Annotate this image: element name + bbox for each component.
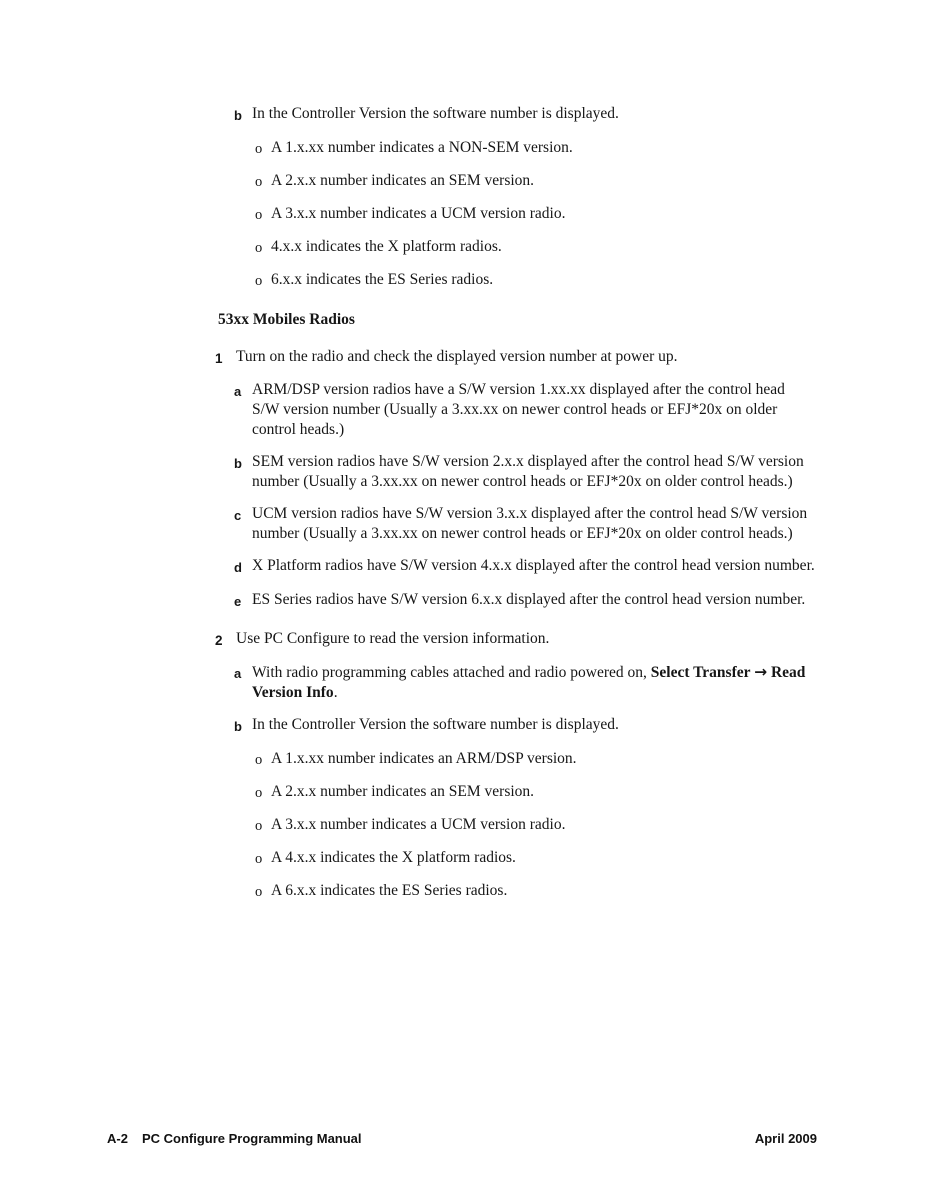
- list-item: [255, 270, 816, 291]
- step-text: Turn on the radio and check the displayed version number at power up.: [236, 348, 678, 365]
- list-item-text: In the Controller Version the software number is displayed.: [252, 105, 619, 122]
- list-item: [234, 504, 816, 544]
- list-item-text: SEM version radios have S/W version 2.x.x displayed after the control head S/W version number (Usually a 3.xx.xx on newer control heads or EFJ*20x on older control heads.): [252, 453, 804, 490]
- bullet-marker: o: [255, 752, 263, 768]
- step-item: [215, 347, 816, 369]
- list-item-text: In the Controller Version the software number is displayed.: [252, 716, 619, 733]
- list-marker: b: [234, 108, 242, 123]
- list-marker: e: [234, 594, 242, 609]
- footer-page-number: A-2: [107, 1131, 128, 1146]
- list-item-text: A 1.x.xx number indicates a NON-SEM version.: [271, 139, 573, 156]
- bullet-marker: o: [255, 884, 263, 900]
- text-bold: Read Version Info: [252, 664, 806, 701]
- list-item-text: ARM/DSP version radios have a S/W version 1.xx.xx displayed after the control head S/W version number (Usually a 3.xx.xx on newer control heads or EFJ*20x on older control heads.): [252, 381, 785, 438]
- list-item: [234, 556, 816, 578]
- step-number: 1: [215, 351, 223, 366]
- list-item: [255, 848, 816, 869]
- text-normal: With radio programming cables attached and radio powered on,: [252, 664, 651, 681]
- list-item-text: 4.x.x indicates the X platform radios.: [271, 238, 502, 255]
- bullet-marker: o: [255, 785, 263, 801]
- list-item-text: ES Series radios have S/W version 6.x.x displayed after the control head version number.: [252, 591, 806, 608]
- list-item-text: 6.x.x indicates the ES Series radios.: [271, 271, 494, 288]
- list-item-text: A 3.x.x number indicates a UCM version radio.: [271, 205, 566, 222]
- list-item-text: A 2.x.x number indicates an SEM version.: [271, 783, 535, 800]
- list-item: [255, 138, 816, 159]
- list-item: [255, 782, 816, 803]
- page-content: [0, 104, 926, 914]
- list-item: [255, 204, 816, 225]
- list-marker: a: [234, 384, 242, 399]
- footer-manual-title: PC Configure Programming Manual: [141, 1131, 362, 1146]
- bullet-marker: o: [255, 851, 263, 867]
- list-marker: d: [234, 560, 242, 575]
- list-item-text: A 6.x.x indicates the ES Series radios.: [271, 882, 508, 899]
- list-item-text: A 1.x.xx number indicates an ARM/DSP version.: [271, 750, 577, 767]
- list-item: [255, 749, 816, 770]
- right-arrow-icon: →: [754, 663, 768, 681]
- bullet-marker: o: [255, 174, 263, 190]
- list-marker: b: [234, 719, 242, 734]
- step-number: 2: [215, 633, 223, 648]
- list-item: [234, 380, 816, 440]
- list-item: [234, 662, 816, 703]
- footer-date: April 2009: [754, 1131, 817, 1146]
- bullet-marker: o: [255, 141, 263, 157]
- list-item-text: X Platform radios have S/W version 4.x.x displayed after the control head version number.: [252, 557, 815, 574]
- list-marker: c: [234, 508, 242, 523]
- text-bold: Select Transfer: [650, 664, 755, 681]
- list-item: [255, 815, 816, 836]
- list-item-text: A 3.x.x number indicates a UCM version radio.: [271, 816, 566, 833]
- list-marker: b: [234, 456, 242, 471]
- section-heading: 53xx Mobiles Radios: [218, 311, 355, 328]
- footer-left: [107, 1131, 362, 1147]
- step-text: Use PC Configure to read the version information.: [236, 630, 550, 647]
- list-item: [234, 104, 816, 126]
- list-item-text: A 4.x.x indicates the X platform radios.: [271, 849, 516, 866]
- list-item: [234, 715, 816, 737]
- list-item: [255, 881, 816, 902]
- list-item: [255, 171, 816, 192]
- list-item: [234, 590, 816, 612]
- list-item-text: [252, 662, 816, 703]
- text-normal: .: [333, 684, 338, 701]
- list-item-text: UCM version radios have S/W version 3.x.x displayed after the control head S/W version number (Usually a 3.xx.xx on newer control heads or EFJ*20x on older control heads.): [252, 505, 808, 542]
- list-marker: a: [234, 666, 242, 681]
- list-item: [255, 237, 816, 258]
- bullet-marker: o: [255, 273, 263, 289]
- bullet-marker: o: [255, 240, 263, 256]
- bullet-marker: o: [255, 207, 263, 223]
- step-item: [215, 629, 816, 651]
- bullet-marker: o: [255, 818, 263, 834]
- list-item: [234, 452, 816, 492]
- list-item-text: A 2.x.x number indicates an SEM version.: [271, 172, 535, 189]
